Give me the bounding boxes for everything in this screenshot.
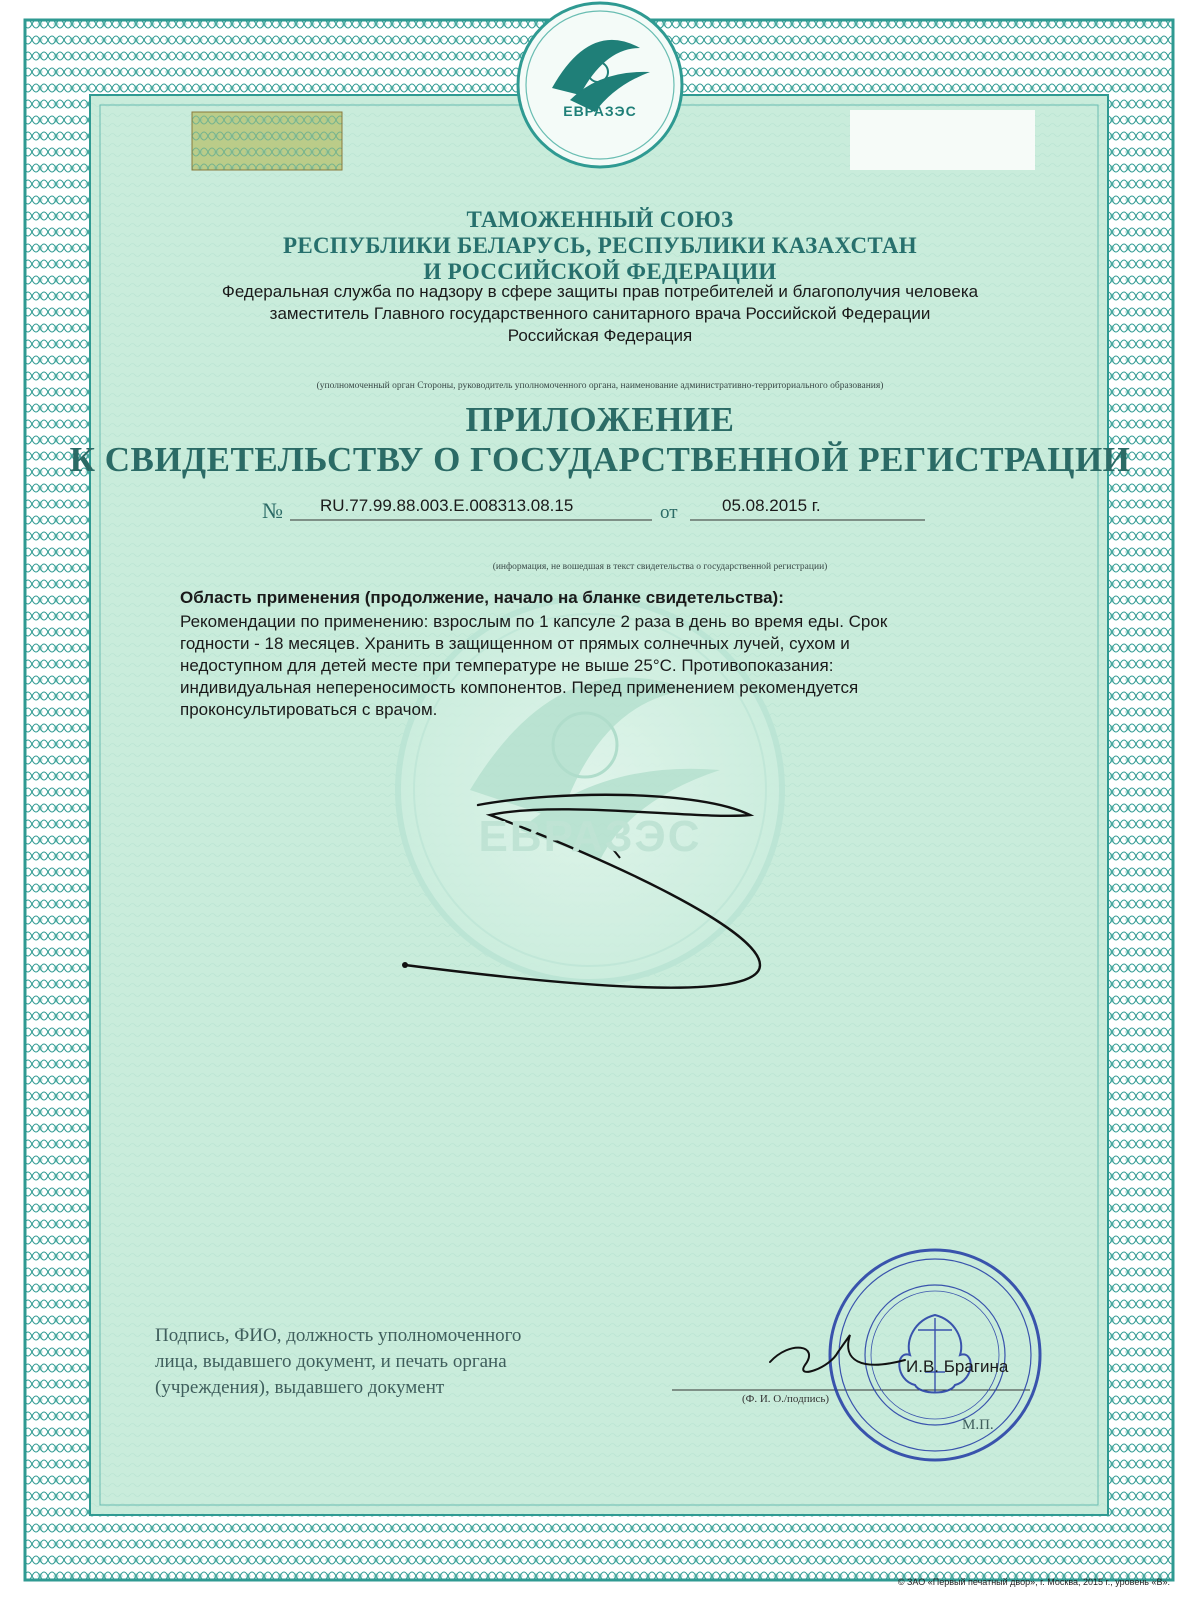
union-title-line1: ТАМОЖЕННЫЙ СОЮЗ [466,207,734,232]
section-line-4: индивидуальная непереносимость компонентов. Перед применением рекомендуется [180,678,859,697]
registration-number: RU.77.99.88.003.E.008313.08.15 [320,496,574,515]
section-line-3: недоступном для детей месте при температуре не выше 25°C. Противопоказания: [180,656,834,675]
section-line-2: годности - 18 месяцев. Хранить в защищенном от прямых солнечных лучей, сухом и [180,634,850,653]
section-line-1: Рекомендации по применению: взрослым по 1 капсуле 2 раза в день во время еды. Срок [180,612,888,631]
info-caption: (информация, не вошедшая в текст свидетельства о государственной регистрации) [492,562,828,572]
signature-note-line2: лица, выдавшего документ, и печать органа [155,1351,507,1372]
number-label: № [262,498,283,523]
document-title-line2: К СВИДЕТЕЛЬСТВУ О ГОСУДАРСТВЕННОЙ РЕГИСТРАЦИИ [69,440,1131,479]
section-line-5: проконсультироваться с врачом. [180,700,438,719]
authority-line1: Федеральная служба по надзору в сфере защиты прав потребителей и благополучия человека [221,282,979,301]
section-heading: Область применения (продолжение, начало на бланке свидетельства): [180,588,784,607]
watermark-label: ЕВРАЗЭС [478,812,702,861]
union-title-line2: РЕСПУБЛИКИ БЕЛАРУСЬ, РЕСПУБЛИКИ КАЗАХСТАН [283,233,917,258]
signer-name: И.В. Брагина [906,1357,1009,1376]
emblem-label: ЕВРАЗЭС [563,103,637,119]
signature-note-line3: (учреждения), выдавшего документ [155,1377,445,1398]
printer-footer: © ЗАО «Первый печатный двор», г. Москва, 2015 г., уровень «В». [897,1577,1170,1587]
authority-line2: заместитель Главного государственного санитарного врача Российской Федерации [269,304,931,323]
document-title-line1: ПРИЛОЖЕНИЕ [465,400,735,439]
authority-line3: Российская Федерация [507,326,693,345]
union-title-line3: И РОССИЙСКОЙ ФЕДЕРАЦИИ [423,259,777,284]
date-label: от [660,502,678,523]
evrazes-emblem-icon [518,3,682,167]
registration-date: 05.08.2015 г. [722,496,821,515]
signer-caption: (Ф. И. О./подпись) [742,1393,830,1405]
white-patch [850,110,1035,170]
authority-caption: (уполномоченный орган Стороны, руководитель уполномоченного органа, наименование административно-территориального образования) [316,381,884,391]
stamp-mark: М.П. [962,1417,994,1433]
signature-note-line1: Подпись, ФИО, должность уполномоченного [155,1325,522,1346]
hologram-icon [192,112,342,170]
